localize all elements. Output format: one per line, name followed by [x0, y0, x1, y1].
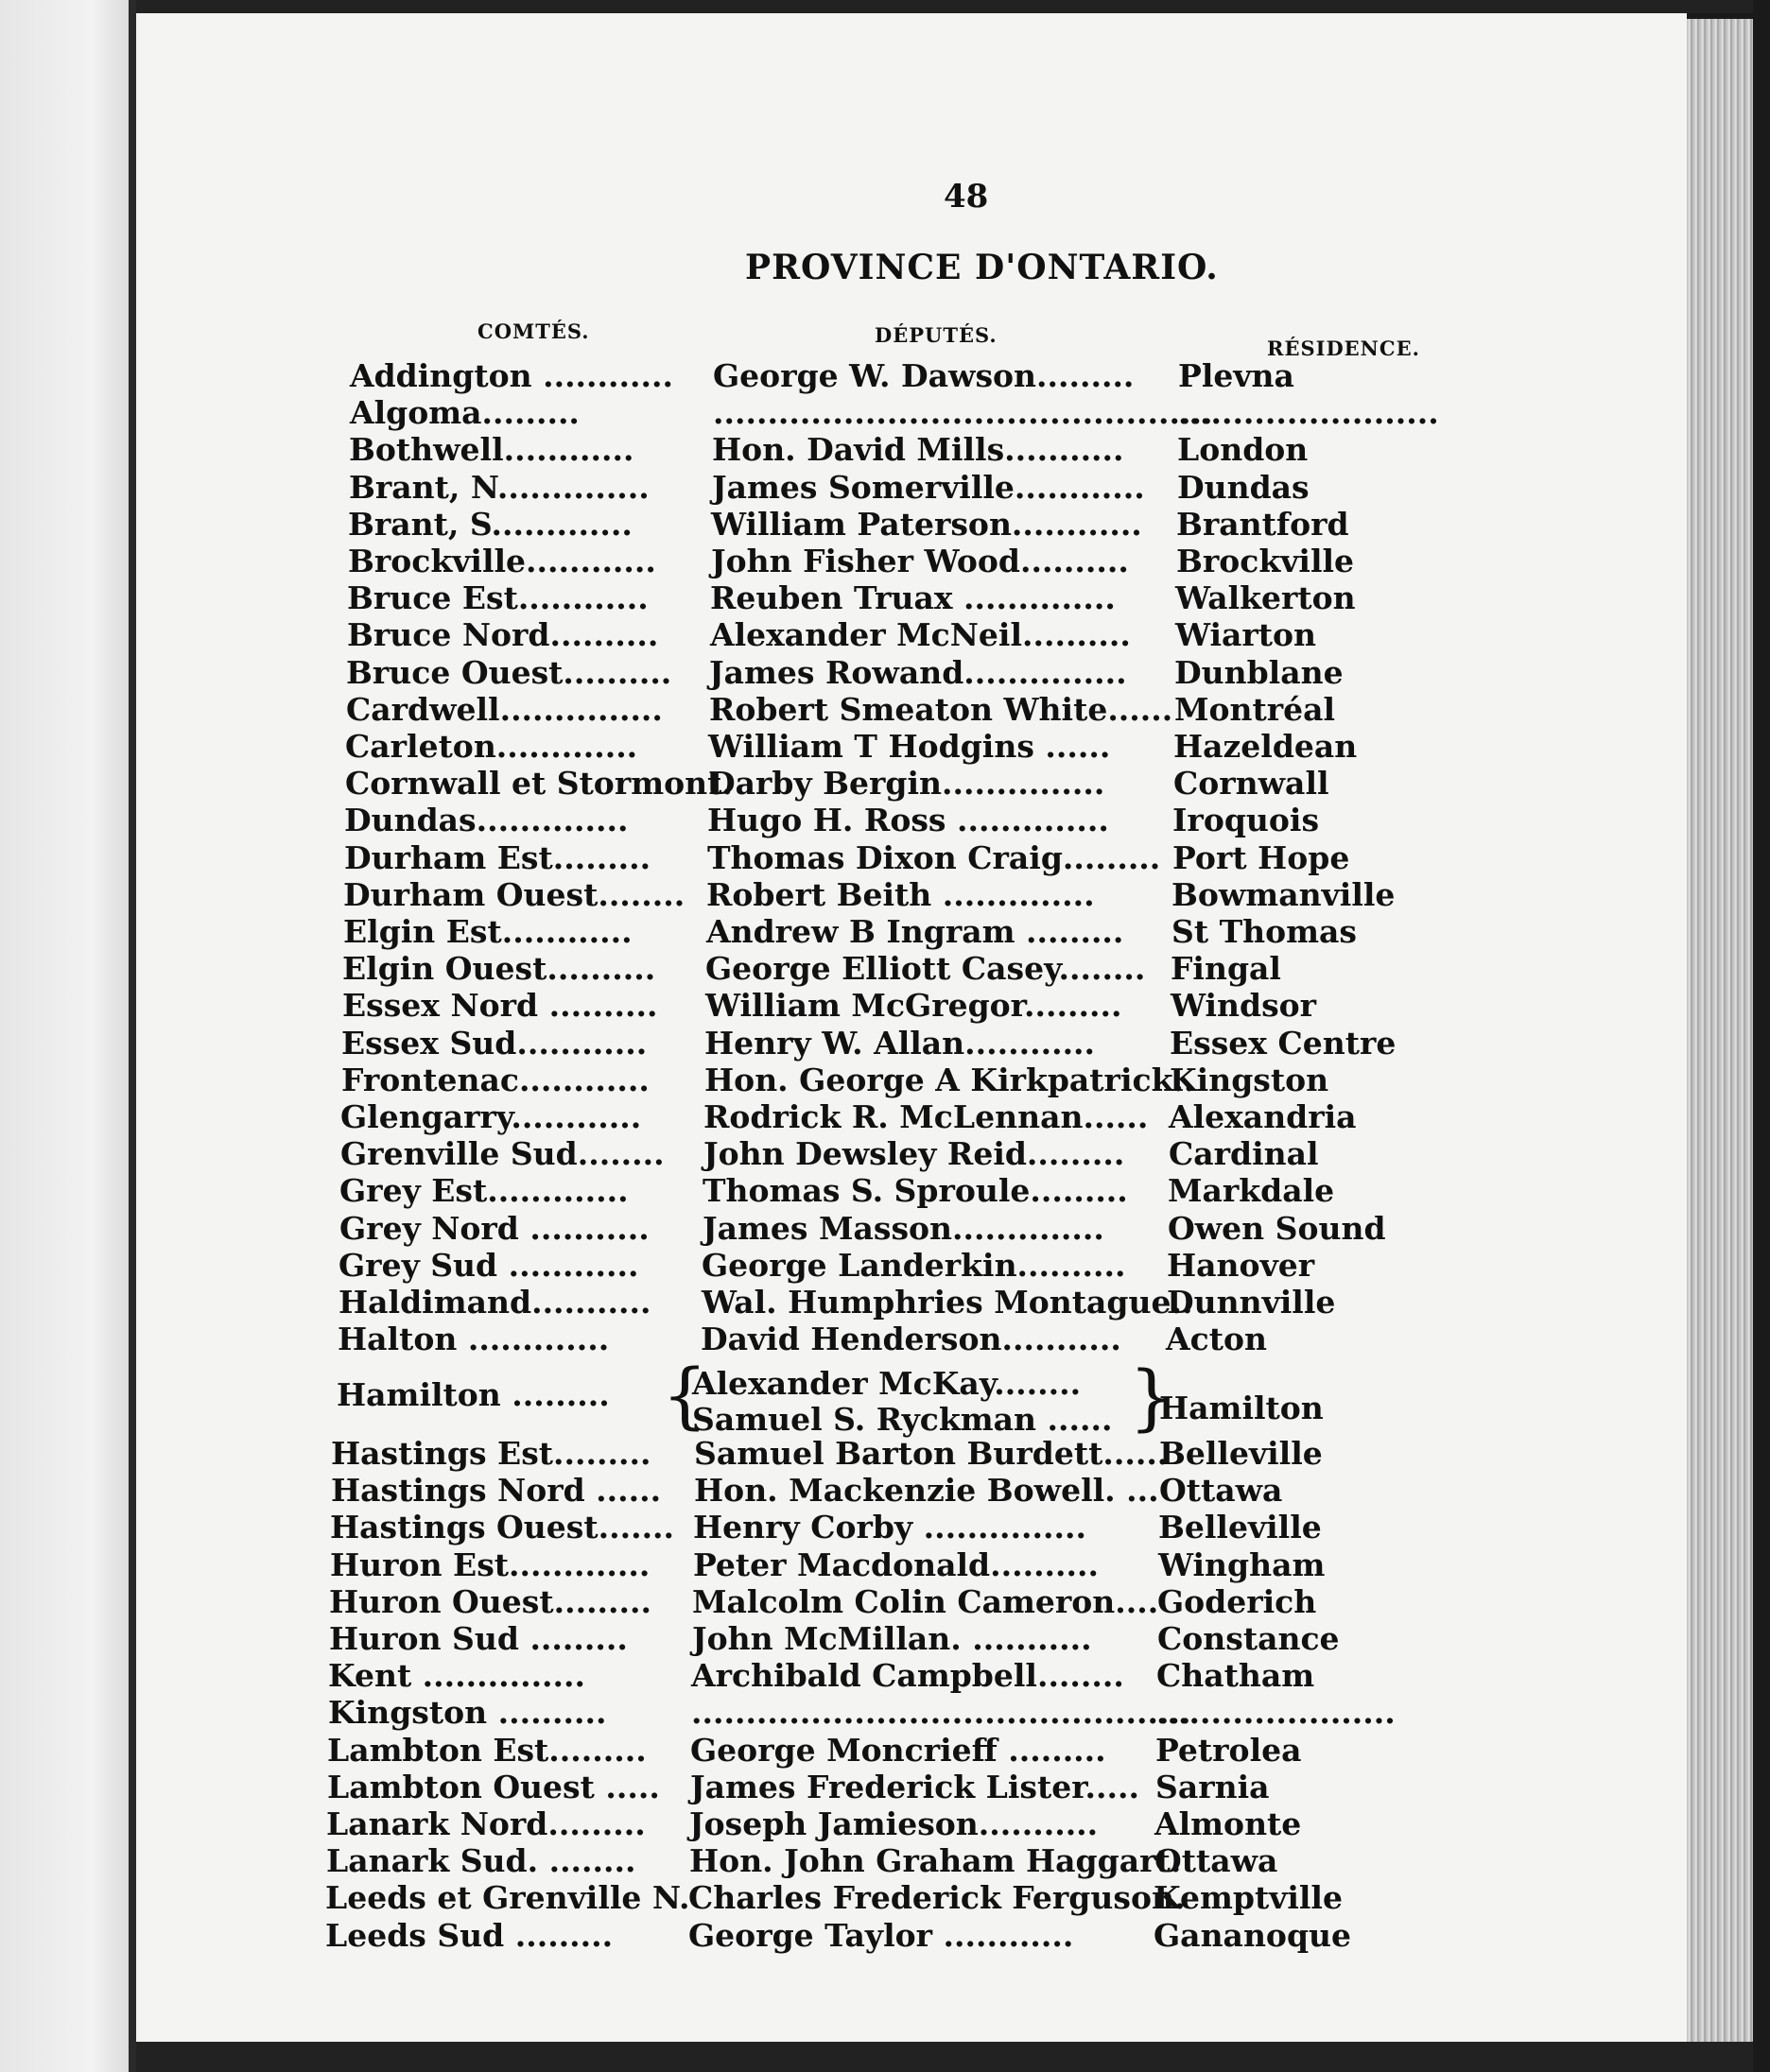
county-cell: Elgin Ouest..........: [342, 950, 656, 988]
deputy-cell: William McGregor.........: [705, 987, 1122, 1025]
residence-cell: Petrolea: [1155, 1731, 1302, 1769]
table-row: [343, 876, 1770, 912]
county-cell: Leeds Sud .........: [325, 1916, 614, 1954]
residence-cell: Brockville: [1176, 543, 1355, 579]
residence-cell: Alexandria: [1169, 1098, 1357, 1135]
county-cell: Halton .............: [338, 1321, 610, 1358]
top-shadow: [136, 0, 1753, 13]
bottom-shadow: [136, 2042, 1753, 2072]
residence-cell: Windsor: [1171, 987, 1317, 1025]
residence-cell: Markdale: [1168, 1172, 1335, 1210]
header-county: COMTÉS.: [477, 319, 590, 343]
residence-cell: Belleville: [1158, 1509, 1322, 1546]
table-row: [344, 839, 1770, 875]
county-cell: Lambton Ouest .....: [327, 1768, 660, 1805]
table-row: [348, 543, 1770, 578]
county-cell: Carleton.............: [345, 728, 638, 765]
hamilton-residence: Hamilton: [1159, 1390, 1324, 1426]
deputy-cell: William T Hodgins ......: [708, 728, 1111, 765]
county-cell: Essex Sud............: [341, 1024, 648, 1062]
deputy-cell: George Taylor ............: [688, 1916, 1074, 1954]
table-row: [347, 616, 1770, 652]
hamilton-deputy-1: Alexander McKay........: [692, 1365, 1082, 1402]
residence-cell: Port Hope: [1172, 838, 1350, 876]
table-row: [330, 1546, 1770, 1582]
residence-cell: Montréal: [1174, 690, 1336, 728]
deputy-cell: Henry Corby ...............: [693, 1509, 1086, 1546]
deputy-cell: James Somerville............: [712, 468, 1145, 506]
table-row: [344, 802, 1770, 837]
table-row: [325, 1917, 1770, 1953]
county-cell: Hastings Est.........: [331, 1435, 651, 1472]
deputy-cell: Hugo H. Ross ..............: [707, 802, 1109, 839]
table-row: [331, 1435, 1770, 1471]
page-number: 48: [944, 178, 989, 216]
residence-cell: Constance: [1157, 1620, 1340, 1657]
county-cell: Addington ............: [350, 357, 673, 394]
residence-cell: Brantford: [1176, 505, 1349, 543]
deputy-cell: John Fisher Wood..........: [711, 543, 1129, 579]
deputy-cell: Robert Smeaton White......: [709, 690, 1173, 728]
left-brace: {: [662, 1353, 708, 1437]
deputy-cell: Andrew B Ingram .........: [706, 913, 1124, 950]
county-cell: Kent ...............: [328, 1657, 586, 1695]
county-cell: Essex Nord ..........: [342, 987, 658, 1025]
header-deputy: DÉPUTÉS.: [875, 323, 998, 347]
deputy-cell: Reuben Truax ..............: [710, 579, 1116, 617]
deputy-cell: John McMillan. ...........: [692, 1620, 1092, 1657]
residence-cell: Owen Sound: [1168, 1209, 1386, 1247]
table-row: [327, 1732, 1770, 1768]
table-row: [350, 357, 1770, 393]
county-cell: Glengarry............: [340, 1098, 642, 1135]
deputy-cell: James Masson..............: [703, 1209, 1104, 1247]
deputy-cell: Thomas S. Sproule.........: [703, 1172, 1128, 1210]
table-row: [340, 1135, 1770, 1171]
table-row: [325, 1879, 1770, 1915]
county-cell: Hastings Ouest.......: [330, 1509, 675, 1546]
table-row: [342, 987, 1770, 1023]
residence-cell: Belleville: [1159, 1435, 1323, 1472]
county-cell: Cornwall et Stormont.: [345, 765, 733, 803]
table-row: [339, 1210, 1770, 1246]
deputy-cell: Thomas Dixon Craig.........: [707, 838, 1161, 876]
county-cell: Durham Ouest........: [343, 875, 685, 913]
county-cell: Lanark Nord.........: [326, 1805, 646, 1842]
county-cell: Grey Sud ............: [338, 1246, 639, 1284]
table-row: [343, 913, 1770, 949]
residence-cell: Dundas: [1177, 468, 1310, 506]
county-cell: Lambton Est.........: [327, 1731, 647, 1769]
residence-cell: Fingal: [1171, 950, 1281, 988]
county-cell: Frontenac............: [341, 1061, 650, 1098]
residence-cell: Bowmanville: [1171, 875, 1396, 913]
deputy-cell: George Elliott Casey........: [705, 950, 1146, 988]
deputy-cell: Archibald Campbell........: [691, 1657, 1124, 1695]
table-row: [340, 1098, 1770, 1134]
county-cell: Brockville............: [348, 543, 656, 579]
county-cell: Grenville Sud........: [340, 1135, 665, 1173]
county-cell: Huron Sud .........: [329, 1620, 628, 1657]
county-cell: Grey Est.............: [339, 1172, 629, 1210]
table-row: [350, 394, 1770, 430]
county-cell: Brant, N..............: [349, 468, 650, 506]
residence-cell: Almonte: [1154, 1805, 1302, 1842]
residence-cell: Acton: [1166, 1321, 1267, 1358]
county-cell: Brant, S.............: [348, 505, 633, 543]
county-cell: Bruce Est............: [347, 579, 649, 617]
page-title: PROVINCE D'ONTARIO.: [745, 248, 1219, 287]
county-cell: Bruce Nord..........: [347, 616, 659, 654]
table-row: [346, 654, 1770, 690]
table-row: [342, 950, 1770, 986]
county-cell: Bothwell............: [349, 431, 634, 469]
table-row: [338, 1284, 1770, 1320]
hamilton-deputy-2: Samuel S. Ryckman ......: [692, 1401, 1113, 1438]
header-residence: RÉSIDENCE.: [1267, 337, 1420, 360]
deputy-cell: Darby Bergin...............: [708, 765, 1105, 803]
deputy-cell: James Frederick Lister.....: [690, 1768, 1140, 1805]
table-row: [341, 1025, 1770, 1061]
deputy-cell: George Moncrieff .........: [690, 1731, 1106, 1769]
table-row: [347, 579, 1770, 615]
table-row: [345, 765, 1770, 801]
deputy-cell: Hon. David Mills...........: [712, 431, 1124, 469]
deputy-cell: ..............................................: [713, 394, 1213, 432]
deputy-cell: Peter Macdonald..........: [693, 1545, 1099, 1583]
table-row: [341, 1062, 1770, 1097]
residence-cell: Cardinal: [1169, 1135, 1319, 1173]
county-cell: Elgin Est............: [343, 913, 633, 950]
table-row: [345, 728, 1770, 764]
table-row: [329, 1583, 1770, 1619]
residence-cell: Gananoque: [1154, 1916, 1352, 1954]
county-cell: Haldimand...........: [338, 1284, 651, 1321]
deputy-cell: David Henderson...........: [701, 1321, 1121, 1358]
deputy-cell: George Landerkin..........: [702, 1246, 1126, 1284]
county-cell: Durham Est.........: [344, 838, 651, 876]
table-row: [326, 1842, 1770, 1878]
table-row: [348, 506, 1770, 542]
table-row: [328, 1694, 1770, 1730]
county-cell: Kingston ..........: [328, 1694, 607, 1732]
residence-cell: Wiarton: [1175, 616, 1317, 654]
county-cell: Dundas..............: [344, 802, 629, 839]
residence-cell: Essex Centre: [1170, 1024, 1397, 1062]
county-cell: Bruce Ouest..........: [346, 653, 672, 691]
table-row: [349, 431, 1770, 467]
residence-cell: London: [1177, 431, 1309, 469]
county-cell: Huron Ouest.........: [329, 1582, 652, 1620]
residence-cell: Goderich: [1157, 1582, 1317, 1620]
left-page-edge: [0, 0, 130, 2072]
residence-cell: Kingston: [1170, 1061, 1329, 1098]
residence-cell: Hanover: [1167, 1246, 1315, 1284]
hamilton-county: Hamilton .........: [337, 1376, 610, 1413]
county-cell: Cardwell...............: [346, 690, 663, 728]
residence-cell: Iroquois: [1172, 802, 1320, 839]
residence-cell: Cornwall: [1173, 765, 1329, 803]
table-row: [339, 1172, 1770, 1208]
deputy-cell: George W. Dawson.........: [713, 357, 1135, 394]
residence-cell: Kemptville: [1154, 1879, 1343, 1917]
right-brace: }: [1129, 1355, 1175, 1439]
residence-cell: ......................: [1156, 1694, 1396, 1732]
deputy-cell: Samuel Barton Burdett......: [694, 1435, 1169, 1472]
book-spine: [129, 0, 136, 2072]
residence-cell: Chatham: [1156, 1657, 1315, 1695]
deputy-cell: Hon. Mackenzie Bowell. ...: [694, 1472, 1159, 1510]
table-row: [346, 691, 1770, 727]
table-row: [338, 1321, 1770, 1356]
county-cell: Huron Est.............: [330, 1545, 651, 1583]
residence-cell: Walkerton: [1175, 579, 1356, 617]
residence-cell: Hazeldean: [1173, 728, 1358, 765]
deputy-cell: James Rowand...............: [709, 653, 1127, 691]
deputy-cell: Rodrick R. McLennan......: [703, 1098, 1149, 1135]
residence-cell: Sarnia: [1155, 1768, 1270, 1805]
deputy-cell: Wal. Humphries Montague..: [702, 1284, 1193, 1321]
table-row: [331, 1472, 1770, 1508]
residence-cell: Wingham: [1158, 1545, 1326, 1583]
county-cell: Grey Nord ...........: [339, 1209, 650, 1247]
table-row: [338, 1247, 1770, 1283]
residence-cell: ........................: [1178, 394, 1439, 432]
deputy-cell: Hon. John Graham Haggart.: [689, 1842, 1182, 1880]
deputy-cell: Robert Beith ..............: [706, 875, 1095, 913]
deputy-cell: Joseph Jamieson...........: [689, 1805, 1099, 1842]
residence-cell: Dunblane: [1174, 653, 1344, 691]
county-cell: Lanark Sud. ........: [326, 1842, 636, 1880]
residence-cell: Dunnville: [1167, 1284, 1336, 1321]
deputy-cell: John Dewsley Reid.........: [703, 1135, 1125, 1173]
deputy-cell: Henry W. Allan............: [704, 1024, 1096, 1062]
table-row: [327, 1769, 1770, 1804]
residence-cell: Plevna: [1178, 357, 1294, 394]
table-row: [326, 1805, 1770, 1841]
table-row: [349, 469, 1770, 505]
residence-cell: Ottawa: [1159, 1472, 1283, 1510]
table-row: [330, 1509, 1770, 1545]
deputy-cell: Charles Frederick Ferguson.: [688, 1879, 1186, 1917]
residence-cell: Ottawa: [1154, 1842, 1278, 1880]
deputy-cell: William Paterson............: [711, 505, 1142, 543]
deputy-cell: Malcolm Colin Cameron....: [692, 1582, 1159, 1620]
deputy-cell: ..............................................: [691, 1694, 1191, 1732]
deputy-cell: Hon. George A Kirkpatrick..: [704, 1061, 1195, 1098]
deputy-cell: Alexander McNeil..........: [710, 616, 1131, 654]
county-cell: Hastings Nord ......: [331, 1472, 662, 1510]
county-cell: Algoma.........: [350, 394, 580, 432]
residence-cell: St Thomas: [1171, 913, 1358, 950]
county-cell: Leeds et Grenville N.: [325, 1879, 690, 1917]
table-row: [328, 1657, 1770, 1693]
table-row: [329, 1620, 1770, 1656]
